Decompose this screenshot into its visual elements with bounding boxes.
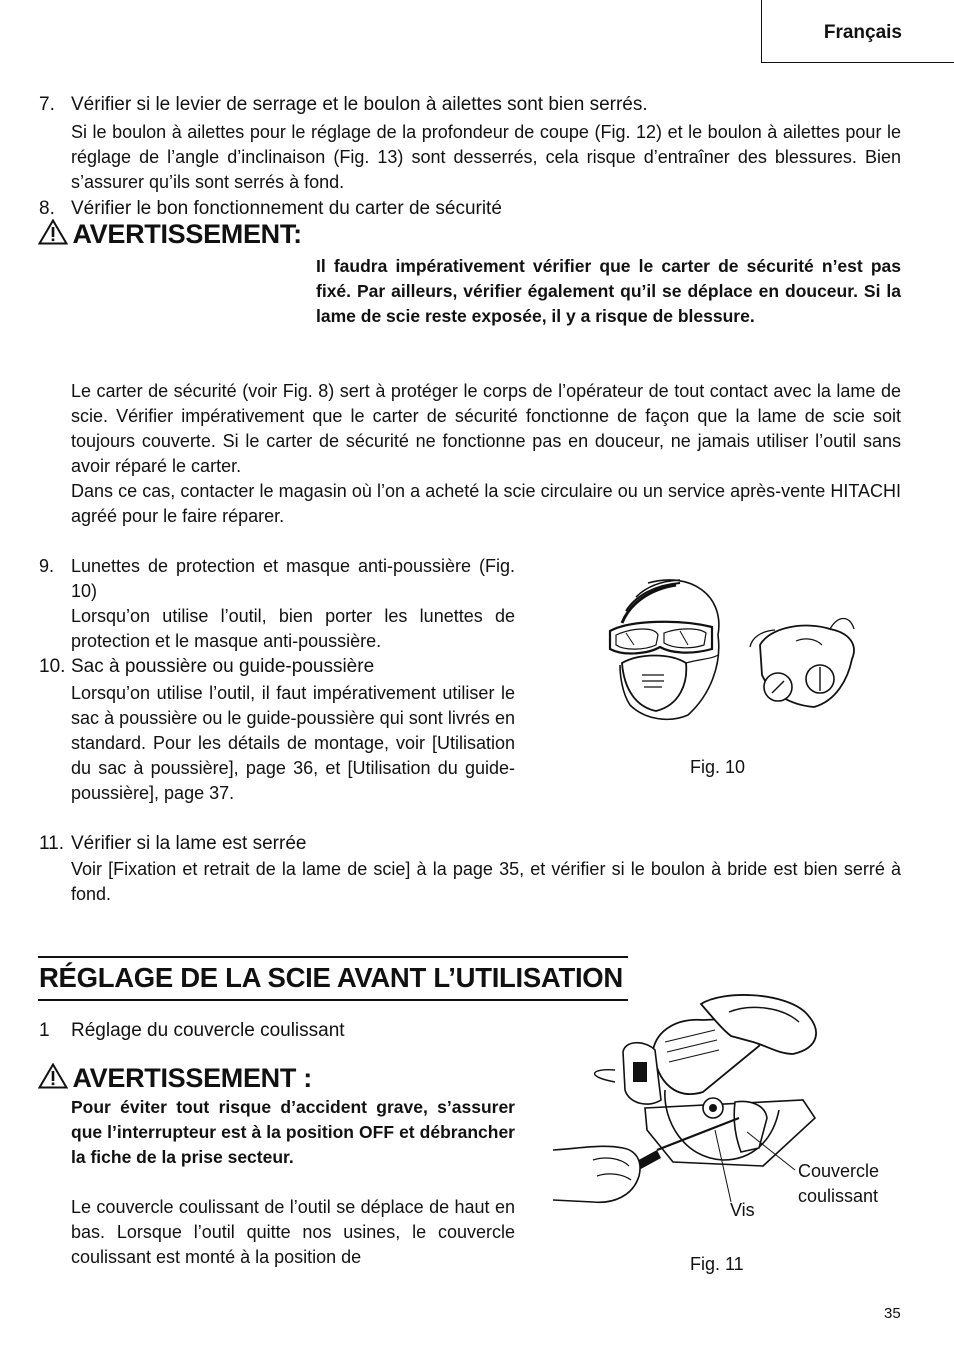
- section-rule-top: [38, 956, 628, 958]
- fig10-caption: Fig. 10: [690, 757, 746, 777]
- subsection-number: 1: [39, 1020, 50, 1041]
- warning-triangle-icon: [38, 1063, 68, 1089]
- warning-label: AVERTISSEMENT:: [72, 219, 302, 249]
- item-7-body: Si le boulon à ailettes pour le réglage de la profondeur de coupe (Fig. 12) et le boulon à ailettes pour le réglage de l’angle d’inclinaison (Fig. 13) sont desserrés, cela risque d’entraîner des blessures. Bien s’assurer qu’ils sont serrés à fond.: [71, 122, 901, 192]
- fig11-label-screw: Vis: [730, 1200, 755, 1220]
- item-11-title: Vérifier si la lame est serrée: [71, 833, 307, 854]
- item-10-body: Lorsqu’on utilise l’outil, il faut impérativement utiliser le sac à poussière ou le guide-poussière qui sont livrés en standard. Pour les détails de montage, voir [Utilisation du sac à poussière], page 36, et [Utilisation du guide-poussière], page 37.: [71, 683, 515, 803]
- guard-paragraph-repair: Dans ce cas, contacter le magasin où l’on a acheté la scie circulaire ou un service après-vente HITACHI agréé pour le faire réparer.: [71, 481, 901, 526]
- warning-heading-2: [38, 1063, 312, 1094]
- fig11-caption: Fig. 11: [690, 1254, 744, 1274]
- subsection-title: Réglage du couvercle coulissant: [71, 1020, 345, 1041]
- item-9-body: Lorsqu’on utilise l’outil, bien porter les lunettes de protection et le masque anti-poussière.: [71, 606, 515, 651]
- language-label: Français: [823, 22, 902, 43]
- guard-paragraph: Le carter de sécurité (voir Fig. 8) sert à protéger le corps de l’opérateur de tout contact avec la lame de scie. Vérifier impérativement que le carter de sécurité fonctionne de façon que la lame de scie soit toujours couverte. Si le carter de sécurité ne fonctionne pas en douceur, ne jamais utiliser l’outil sans avoir réparé le carter.: [71, 381, 901, 476]
- page-number: 35: [884, 1305, 901, 1322]
- section-title: RÉGLAGE DE LA SCIE AVANT L’UTILISATION: [39, 962, 623, 993]
- fig11-illustration: [553, 990, 833, 1220]
- warning-heading: [38, 219, 302, 250]
- item-10-number: 10.: [39, 656, 66, 677]
- item-7-number: 7.: [39, 94, 55, 115]
- language-tab: [761, 0, 954, 63]
- item-11-body: Voir [Fixation et retrait de la lame de scie] à la page 35, et vérifier si le boulon à bride est bien serré à fond.: [71, 859, 901, 904]
- item-8-number: 8.: [39, 198, 55, 219]
- item-9-title: Lunettes de protection et masque anti-poussière (Fig. 10): [71, 556, 515, 601]
- item-7-title: Vérifier si le levier de serrage et le boulon à ailettes sont bien serrés.: [71, 94, 648, 115]
- section-rule-bottom: [38, 999, 628, 1001]
- fig11-label-cover-2: coulissant: [798, 1186, 879, 1206]
- item-10-title: Sac à poussière ou guide-poussière: [71, 656, 375, 677]
- warning-triangle-icon: [38, 219, 68, 245]
- fig11-label-cover-1: Couvercle: [798, 1161, 880, 1181]
- fig10-illustration: [600, 575, 870, 725]
- item-9-number: 9.: [39, 556, 55, 576]
- cover-paragraph: Le couvercle coulissant de l’outil se déplace de haut en bas. Lorsque l’outil quitte nos usines, le couvercle coulissant est monté à la position de: [71, 1197, 515, 1267]
- warning-text-2: Pour éviter tout risque d’accident grave, s’assurer que l’interrupteur est à la position OFF et débrancher la fiche de la prise secteur.: [71, 1097, 515, 1167]
- item-8-title: Vérifier le bon fonctionnement du carter de sécurité: [71, 198, 502, 219]
- warning-label-2: AVERTISSEMENT :: [72, 1063, 312, 1093]
- item-11-number: 11.: [39, 833, 65, 854]
- warning-text: Il faudra impérativement vérifier que le carter de sécurité n’est pas fixé. Par ailleurs, vérifier également qu’il se déplace en douceur. Si la lame de scie reste exposée, il y a risque de blessure.: [316, 256, 901, 326]
